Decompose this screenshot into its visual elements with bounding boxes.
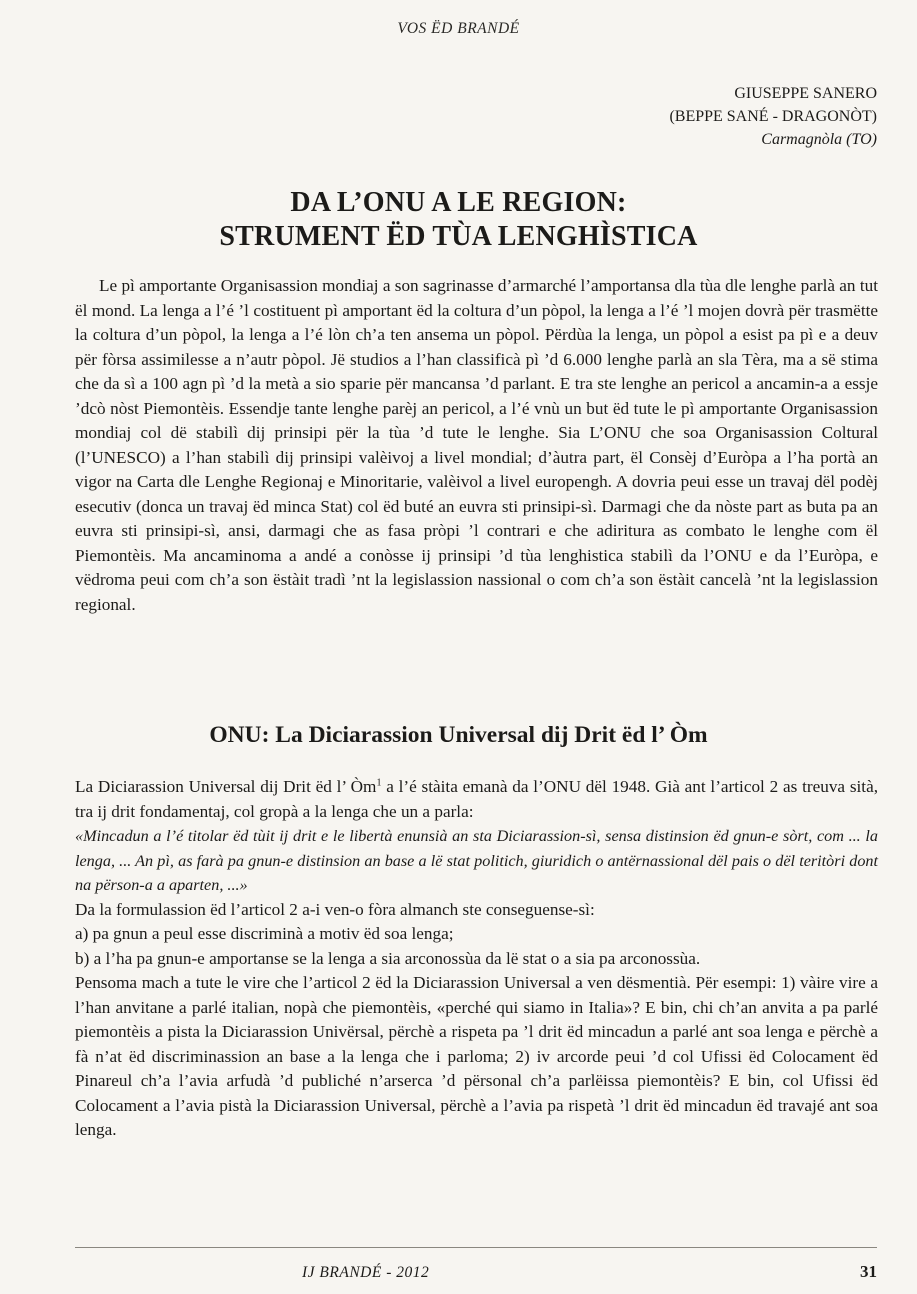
intro-section	[75, 274, 878, 617]
section-body	[75, 775, 878, 1143]
footer-rule	[75, 1247, 877, 1248]
section-paragraph-1	[75, 775, 878, 824]
article-2-quote: «Mincadun a l’é titolar ëd tùit ij drit e le libertà enunsià an sta Diciarassion-sì, sensa distinsion ëd gnun-e sòrt, com ... la lenga, ... An pì, as farà pa gnun-e distinsion an base a lë stat politich, giuridich o antërnassional dël pais o dël teritòri dont na përson-a a aparten, ...»	[75, 827, 878, 894]
author-block	[669, 82, 877, 151]
section-paragraph-2: Da la formulassion ëd l’articol 2 a-i ven-o fòra almanch ste conseguense-sì:	[75, 899, 595, 919]
author-name: GIUSEPPE SANERO	[734, 85, 877, 102]
p1-rest: a l’é stàita emanà da l’ONU dël 1948. Già ant l’articol 2 as treuva sità, tra ij drit fondamentaj, col gropà a la lenga che un a parla:	[75, 777, 878, 821]
section-paragraph-3: Pensoma mach a tute le vire che l’articol 2 ëd la Diciarassion Universal a ven dësmentià. Për esempi: 1) vàire vire a l’han anvitane a parlé italian, nopà che piemontèis, «perché qui siamo in Italia»? E bin, chi ch’an anvita a pa parlé piemontèis a pista la Diciarassion Univërsal, përchè a rispeta pa ’l drit ëd mincadun a parlé ant soa lenga e përchè a fà n’at ëd discriminassion an base a la lenga che i parloma; 2) iv arcorde peui ’d col Ufissi ëd Colocament ëd Pinareul ch’a l’avia arfudà ’d publiché n’arserca ’d përsonal ch’a parlëissa piemontèis? E bin, col Ufissi ëd Colocament a l’avia pistà la Diciarassion Universal, përchè a l’avia pa rispetà ’l drit ëd mincadun ëd travajé ant soa lenga.	[75, 973, 878, 1139]
running-head: VOS ËD BRANDÉ	[397, 20, 520, 37]
page-number: 31	[860, 1262, 877, 1281]
section-heading: ONU: La Diciarassion Universal dij Drit ëd l’ Òm	[209, 722, 708, 748]
p1-start: La Diciarassion Universal dij Drit ëd l’ Òm	[75, 777, 377, 796]
footer-journal: IJ BRANDÉ - 2012	[302, 1264, 430, 1281]
consequence-a: a) pa gnun a peul esse discriminà a motiv ëd soa lenga;	[75, 924, 454, 943]
title-line-1: DA L’ONU A LE REGION:	[290, 187, 627, 218]
author-place: Carmagnòla (TO)	[761, 131, 877, 148]
footnote-marker: 1	[376, 777, 382, 789]
author-pseudonym: (BEPPE SANÉ - DRAGONÒT)	[669, 108, 877, 125]
title-line-2: STRUMENT ËD TÙA LENGHÌSTICA	[219, 221, 698, 252]
intro-paragraph: Le pì amportante Organisassion mondiaj a son sagrinasse d’armarché l’amportansa dla tùa dle lenghe parlà an tut ël mond. La lenga a l’é ’l costituent pì amportant ëd la coltura d’un pòpol, la lenga a l’é ’l mojen dovrà për trasmëtte la coltura d’un pòpol, la lenga a l’é lòn ch’a ten ansema un pòpol. Përdùa la lenga, un pòpol a esist pa pì e a deuv për fòrsa assimilesse a n’autr pòpol. Jë studios a l’han classificà pì ’d 6.000 lenghe parlà an sla Tèra, ma a së stima che da sì a 100 agn pì ’d la metà a sio sparie për mancansa ’d parlant. E tra ste lenghe an pericol a ancamin-a a essje ’dcò nòst Piemontèis. Essendje tante lenghe parèj an pericol, a l’é vnù un but ëd tute le pì amportante Organisassion mondiaj col dë stabilì dij prinsipi për la tùa ’d tute le lenghe. Sia L’ONU che soa Organisassion Coltural (l’UNESCO) a l’han stabilì dij prinsipi valèivoj a livel mondial; d’àutra part, ël Consèj d’Euròpa a l’ha portà an vigor na Carta dle Lenghe Regionaj e Minoritarie, valèivol a livel europengh. A dovria peui esse un travaj dël podèj esecutiv (donca un travaj ëd minca Stat) col ëd buté an euvra sti prinsipi-sì. Darmagi che da nòste part as buta pa an euvra sti prinsipi-sì, ansi, darmagi che as fasa pròpi ’l contrari e che adiritura as combato le lenghe com ël Piemontèis. Ma ancaminoma a andé a conòsse ij prinsipi ’d tùa lenghistica stabilì da l’ONU e da l’Euròpa, e vëdroma peui com ch’a son ëstàit tradì ’nt la legislassion nassional o com ch’a son ëstàit cancelà ’nt la legislassion regional.	[75, 276, 878, 614]
consequence-b: b) a l’ha pa gnun-e amportanse se la lenga a sia arconossùa da lë stat o a sia pa arconossùa.	[75, 948, 701, 968]
article-title	[40, 186, 877, 254]
